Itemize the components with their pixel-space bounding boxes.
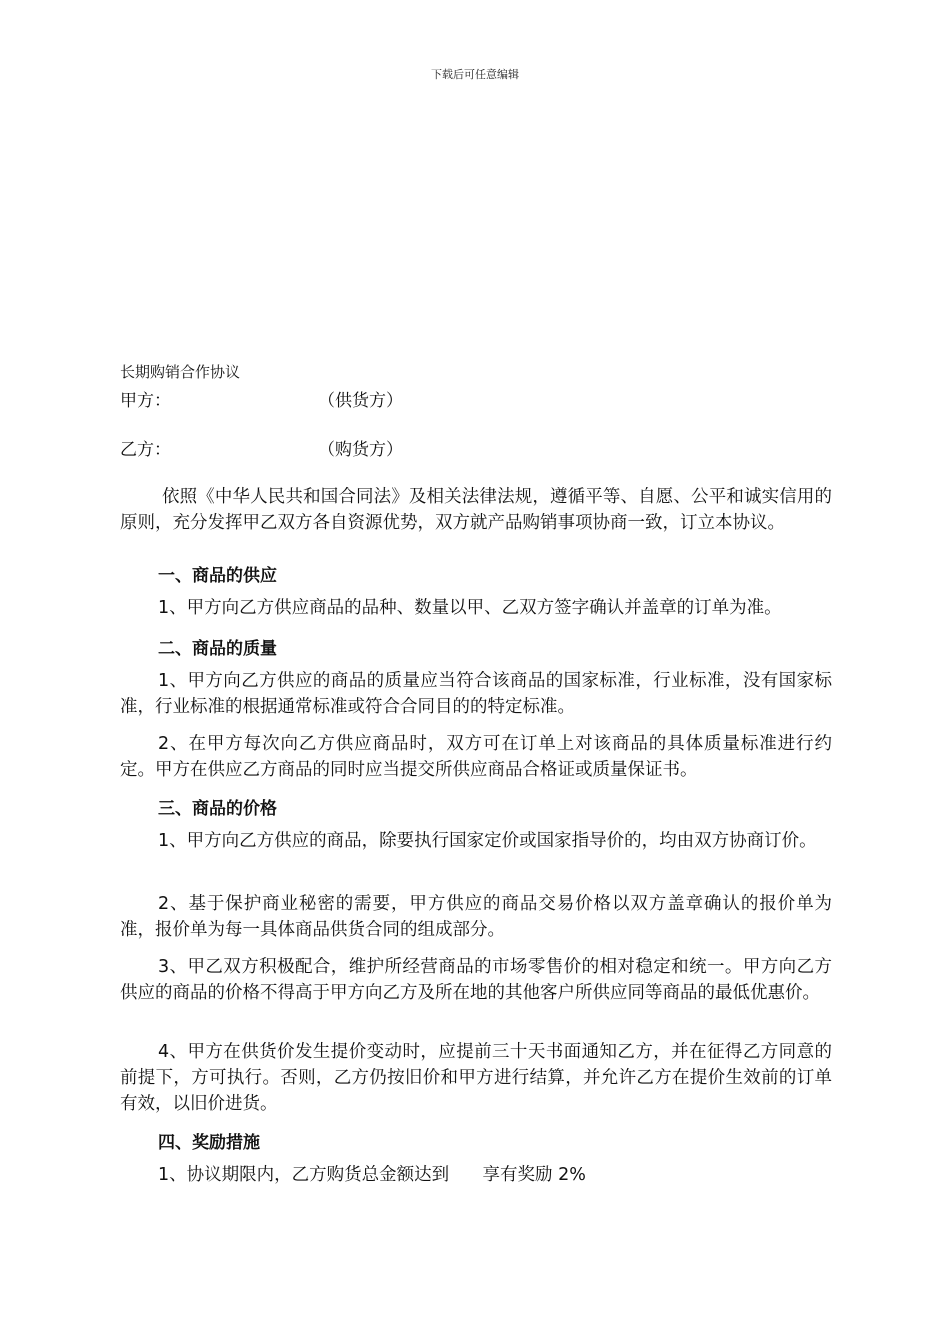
- clause-item: 1、甲方向乙方供应的商品的质量应当符合该商品的国家标准，行业标准，没有国家标准，行业标准的根据通常标准或符合合同目的的特定标准。: [120, 671, 832, 717]
- party-b-note: （购货方）: [318, 440, 403, 460]
- page-header-note: 下载后可任意编辑: [431, 68, 519, 81]
- section-heading: 二、商品的质量: [158, 639, 277, 659]
- clause-item: 1、甲方向乙方供应的商品，除要执行国家定价或国家指导价的，均由双方协商订价。: [158, 831, 817, 851]
- clause-item: 2、在甲方每次向乙方供应商品时，双方可在订单上对该商品的具体质量标准进行约定。甲方在供应乙方商品的同时应当提交所供应商品合格证或质量保证书。: [120, 734, 832, 780]
- section-heading: 一、商品的供应: [158, 566, 277, 586]
- section-heading: 三、商品的价格: [158, 799, 277, 819]
- clause-item: 1、协议期限内，乙方购货总金额达到 享有奖励 2%: [158, 1165, 586, 1185]
- party-a-label: 甲方：: [120, 391, 171, 411]
- clause-item: 2、基于保护商业秘密的需要，甲方供应的商品交易价格以双方盖章确认的报价单为准，报价单为每一具体商品供货合同的组成部分。: [120, 894, 832, 940]
- party-b-label: 乙方：: [120, 440, 171, 460]
- clause-item: 4、甲方在供货价发生提价变动时，应提前三十天书面通知乙方，并在征得乙方同意的前提下，方可执行。否则，乙方仍按旧价和甲方进行结算，并允许乙方在提价生效前的订单有效，以旧价进货。: [120, 1042, 832, 1114]
- clause-item: 3、甲乙双方积极配合，维护所经营商品的市场零售价的相对稳定和统一。甲方向乙方供应的商品的价格不得高于甲方向乙方及所在地的其他客户所供应同等商品的最低优惠价。: [120, 957, 832, 1003]
- clause-item: 1、甲方向乙方供应商品的品种、数量以甲、乙双方签字确认并盖章的订单为准。: [158, 598, 782, 618]
- document-title: 长期购销合作协议: [120, 363, 241, 381]
- intro-paragraph: 依照《中华人民共和国合同法》及相关法律法规，遵循平等、自愿、公平和诚实信用的原则，充分发挥甲乙双方各自资源优势，双方就产品购销事项协商一致，订立本协议。: [120, 487, 832, 533]
- section-heading: 四、奖励措施: [158, 1133, 260, 1153]
- party-a-note: （供货方）: [318, 391, 403, 411]
